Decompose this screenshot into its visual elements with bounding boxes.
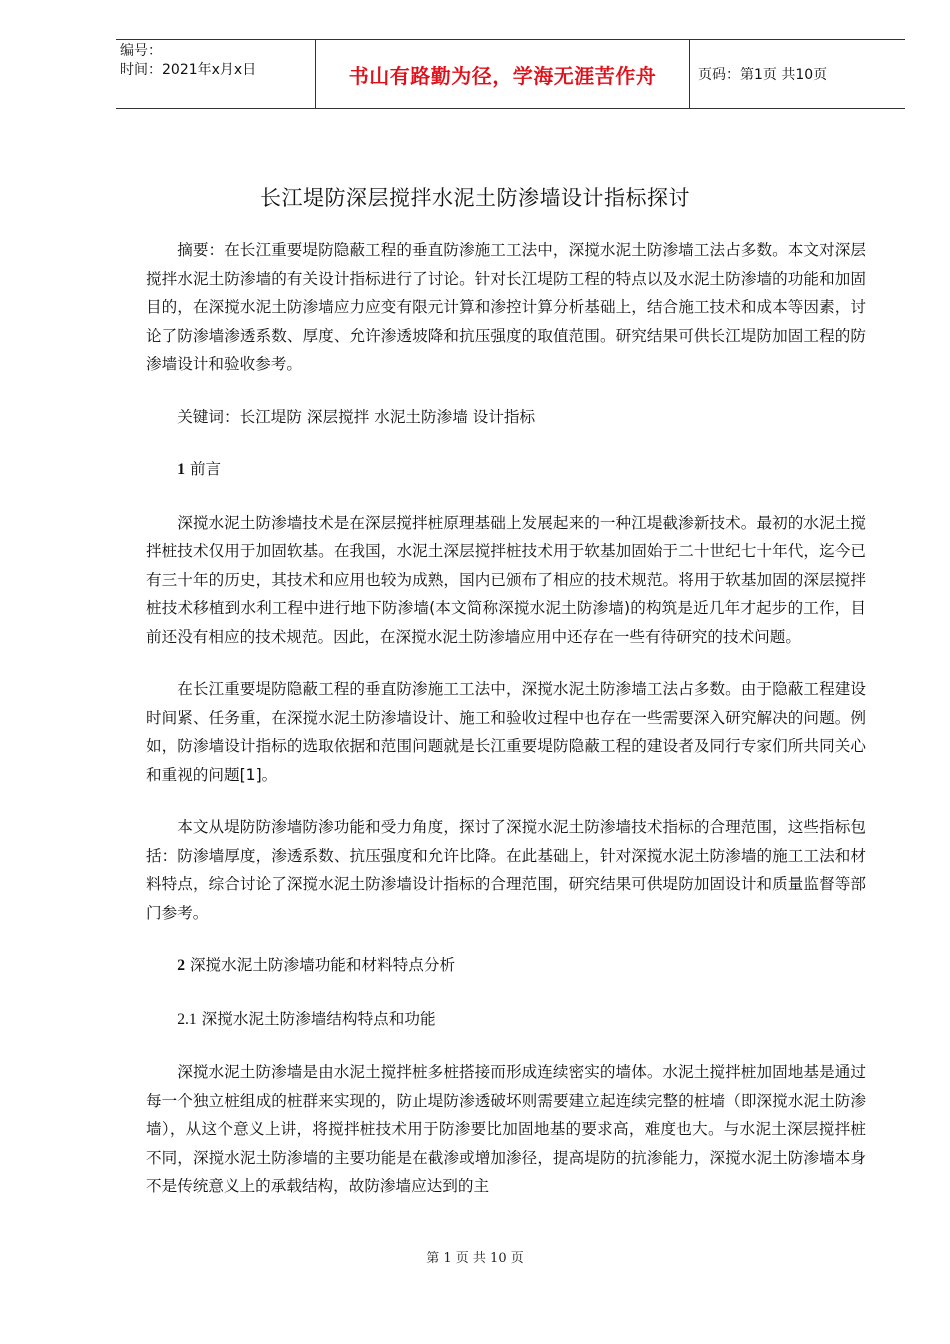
header-motto-cell — [316, 40, 690, 108]
page-info: 页码：第1页 共10页 — [698, 67, 828, 83]
header-meta — [116, 40, 316, 108]
subsection-2-1-number: 2.1 — [177, 1010, 197, 1028]
section-2-paragraph-1: 深搅水泥土防渗墙是由水泥土搅拌桩多桩搭接而形成连续密实的墙体。水泥土搅拌桩加固地基是通过每一个独立桩组成的桩群来实现的，防止堤防渗透破坏则需要建立起连续完整的桩墙（即深搅水泥土防渗墙），从这个意义上讲，将搅拌桩技术用于防渗要比加固地基的要求高，难度也大。与水泥土深层搅拌桩不同，深搅水泥土防渗墙的主要功能是在截渗或增加渗径，提高堤防的抗渗能力，深搅水泥土防渗墙本身不是传统意义上的承载结构，故防渗墙应达到的主 — [146, 1063, 866, 1195]
header-page-info-cell — [690, 40, 905, 108]
document-title: 长江堤防深层搅拌水泥土防渗墙设计指标探讨 — [260, 186, 690, 210]
section-1-heading — [146, 455, 866, 485]
page-header — [116, 39, 905, 109]
section-2-heading — [146, 951, 866, 981]
section-1-number: 1 — [177, 461, 185, 478]
section-2-title: 深搅水泥土防渗墙功能和材料特点分析 — [184, 956, 456, 974]
page-footer: 第 1 页 共 10 页 — [426, 1251, 524, 1266]
section-1-paragraph-2: 在长江重要堤防隐蔽工程的垂直防渗施工工法中，深搅水泥土防渗墙工法占多数。由于隐蔽工程建设时间紧、任务重，在深搅水泥土防渗墙设计、施工和验收过程中也存在一些需要深入研究解决的问题。例如，防渗墙设计指标的选取依据和范围问题就是长江重要堤防隐蔽工程的建设者及同行专家们所共同关心和重视的问题[1]。 — [146, 680, 866, 784]
subsection-2-1-heading — [146, 1005, 866, 1035]
section-1-paragraph-3: 本文从堤防防渗墙防渗功能和受力角度，探讨了深搅水泥土防渗墙技术指标的合理范围，这些指标包括：防渗墙厚度，渗透系数、抗压强度和允许比降。在此基础上，针对深搅水泥土防渗墙的施工工法和材料特点，综合讨论了深搅水泥土防渗墙设计指标的合理范围，研究结果可供堤防加固设计和质量监督等部门参考。 — [146, 818, 866, 922]
section-1-paragraph-1: 深搅水泥土防渗墙技术是在深层搅拌桩原理基础上发展起来的一种江堤截渗新技术。最初的水泥土搅拌桩技术仅用于加固软基。在我国，水泥土深层搅拌桩技术用于软基加固始于二十世纪七十年代，迄今已有三十年的历史，其技术和应用也较为成熟，国内已颁布了相应的技术规范。将用于软基加固的深层搅拌桩技术移植到水利工程中进行地下防渗墙(本文简称深搅水泥土防渗墙)的构筑是近几年才起步的工作，目前还没有相应的技术规范。因此，在深搅水泥土防渗墙应用中还存在一些有待研究的技术问题。 — [146, 513, 866, 646]
section-1-title: 前言 — [184, 460, 222, 478]
doc-number-label: 编号： — [120, 43, 162, 59]
document-body — [146, 236, 866, 1201]
section-2-number: 2 — [177, 957, 185, 974]
time-line: 时间：2021年x月x日 — [120, 62, 257, 78]
keywords-line: 关键词：长江堤防 深层搅拌 水泥土防渗墙 设计指标 — [177, 407, 536, 426]
abstract-paragraph: 摘要：在长江重要堤防隐蔽工程的垂直防渗施工工法中，深搅水泥土防渗墙工法占多数。本文对深层搅拌水泥土防渗墙的有关设计指标进行了讨论。针对长江堤防工程的特点以及水泥土防渗墙的功能和加固目的，在深搅水泥土防渗墙应力应变有限元计算和渗控计算分析基础上，结合施工技术和成本等因素，讨论了防渗墙渗透系数、厚度、允许渗透坡降和抗压强度的取值范围。研究结果可供长江堤防加固工程的防渗墙设计和验收参考。 — [146, 241, 866, 373]
motto: 书山有路勤为径，学海无涯苦作舟 — [348, 63, 657, 88]
subsection-2-1-title: 深搅水泥土防渗墙结构特点和功能 — [196, 1009, 436, 1028]
